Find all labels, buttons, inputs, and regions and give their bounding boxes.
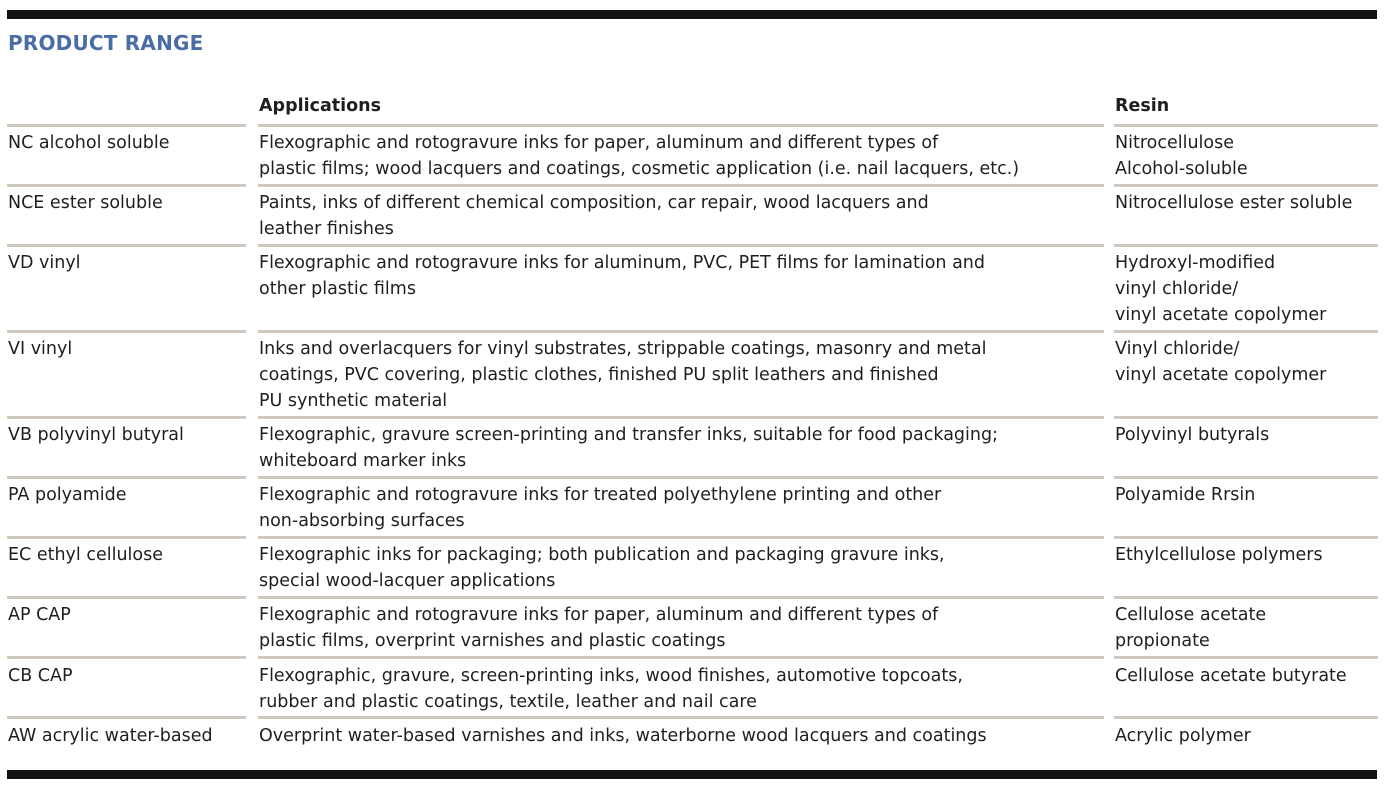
page-title: PRODUCT RANGE xyxy=(8,31,204,55)
applications-cell xyxy=(259,723,987,749)
row-divider xyxy=(7,536,246,539)
applications-line: Overprint water-based varnishes and inks, waterborne wood lacquers and coatings xyxy=(259,726,987,746)
applications-line: Flexographic inks for packaging; both publication and packaging gravure inks, xyxy=(259,545,945,565)
bottom-rule xyxy=(7,770,1377,779)
product-name: CB CAP xyxy=(8,666,73,686)
row-divider xyxy=(1114,716,1378,719)
applications-line: Flexographic and rotogravure inks for aluminum, PVC, PET films for lamination and xyxy=(259,253,985,273)
product-name: VI vinyl xyxy=(8,339,73,359)
row-divider xyxy=(258,330,1104,333)
resin-line: vinyl chloride/ xyxy=(1115,279,1239,299)
applications-line: Paints, inks of different chemical composition, car repair, wood lacquers and xyxy=(259,193,929,213)
row-divider xyxy=(258,476,1104,479)
row-divider xyxy=(1114,596,1378,599)
applications-line: other plastic films xyxy=(259,279,416,299)
resin-cell xyxy=(1115,542,1323,568)
applications-line: Flexographic and rotogravure inks for treated polyethylene printing and other xyxy=(259,485,942,505)
header-resin: Resin xyxy=(1115,96,1170,116)
resin-line: Vinyl chloride/ xyxy=(1115,339,1240,359)
row-divider xyxy=(258,596,1104,599)
resin-line: Hydroxyl-modified xyxy=(1115,253,1276,273)
applications-cell xyxy=(259,542,945,594)
row-divider xyxy=(1114,184,1378,187)
resin-cell xyxy=(1115,602,1266,654)
row-divider xyxy=(7,244,246,247)
resin-cell xyxy=(1115,723,1251,749)
row-divider xyxy=(258,536,1104,539)
applications-cell xyxy=(259,250,985,302)
applications-line: Flexographic, gravure screen-printing and transfer inks, suitable for food packaging; xyxy=(259,425,998,445)
resin-line: Polyvinyl butyrals xyxy=(1115,425,1270,445)
row-divider xyxy=(7,330,246,333)
row-divider xyxy=(1114,476,1378,479)
product-name: VD vinyl xyxy=(8,253,81,273)
row-divider xyxy=(7,716,246,719)
resin-line: propionate xyxy=(1115,631,1210,651)
resin-line: Nitrocellulose xyxy=(1115,133,1234,153)
resin-line: Nitrocellulose ester soluble xyxy=(1115,193,1353,213)
resin-cell xyxy=(1115,190,1352,216)
applications-line: Flexographic and rotogravure inks for paper, aluminum and different types of xyxy=(259,605,939,625)
product-name: AW acrylic water-based xyxy=(8,726,213,746)
row-divider xyxy=(258,716,1104,719)
applications-line: special wood-lacquer applications xyxy=(259,571,556,591)
applications-cell xyxy=(259,422,998,474)
applications-line: Inks and overlacquers for vinyl substrates, strippable coatings, masonry and metal xyxy=(259,339,987,359)
resin-line: Polyamide Rrsin xyxy=(1115,485,1256,505)
resin-cell xyxy=(1115,422,1269,448)
applications-cell xyxy=(259,336,986,414)
applications-cell xyxy=(259,482,941,534)
product-name: EC ethyl cellulose xyxy=(8,545,163,565)
resin-line: Cellulose acetate butyrate xyxy=(1115,666,1347,686)
resin-line: vinyl acetate copolymer xyxy=(1115,305,1327,325)
resin-cell xyxy=(1115,482,1255,508)
applications-line: Flexographic, gravure, screen-printing inks, wood finishes, automotive topcoats, xyxy=(259,666,963,686)
resin-line: vinyl acetate copolymer xyxy=(1115,365,1327,385)
row-divider xyxy=(258,184,1104,187)
row-divider xyxy=(7,416,246,419)
row-divider xyxy=(258,416,1104,419)
row-divider xyxy=(1114,536,1378,539)
applications-cell xyxy=(259,602,938,654)
applications-cell xyxy=(259,663,963,715)
applications-line: Flexographic and rotogravure inks for paper, aluminum and different types of xyxy=(259,133,939,153)
row-divider xyxy=(7,476,246,479)
product-name: NCE ester soluble xyxy=(8,193,163,213)
product-name: NC alcohol soluble xyxy=(8,133,170,153)
product-name: VB polyvinyl butyral xyxy=(8,425,184,445)
resin-cell xyxy=(1115,130,1248,182)
row-divider xyxy=(7,656,246,659)
applications-line: non-absorbing surfaces xyxy=(259,511,465,531)
applications-line: coatings, PVC covering, plastic clothes, finished PU split leathers and finished xyxy=(259,365,939,385)
resin-cell xyxy=(1115,336,1326,388)
resin-line: Cellulose acetate xyxy=(1115,605,1267,625)
row-divider xyxy=(258,124,1104,127)
row-divider xyxy=(7,124,246,127)
applications-cell xyxy=(259,190,929,242)
row-divider xyxy=(1114,244,1378,247)
product-name: AP CAP xyxy=(8,605,71,625)
row-divider xyxy=(258,656,1104,659)
product-name: PA polyamide xyxy=(8,485,127,505)
row-divider xyxy=(1114,330,1378,333)
row-divider xyxy=(7,596,246,599)
row-divider xyxy=(1114,416,1378,419)
applications-line: plastic films, overprint varnishes and plastic coatings xyxy=(259,631,726,651)
row-divider xyxy=(7,184,246,187)
resin-line: Ethylcellulose polymers xyxy=(1115,545,1323,565)
applications-line: PU synthetic material xyxy=(259,391,448,411)
row-divider xyxy=(1114,656,1378,659)
applications-line: whiteboard marker inks xyxy=(259,451,467,471)
applications-line: plastic films; wood lacquers and coatings, cosmetic application (i.e. nail lacquers, etc.) xyxy=(259,159,1020,179)
applications-line: leather finishes xyxy=(259,219,394,239)
resin-cell xyxy=(1115,663,1347,689)
header-applications: Applications xyxy=(259,96,382,116)
top-rule xyxy=(7,10,1377,19)
row-divider xyxy=(1114,124,1378,127)
applications-cell xyxy=(259,130,1019,182)
row-divider xyxy=(258,244,1104,247)
resin-line: Alcohol-soluble xyxy=(1115,159,1248,179)
resin-cell xyxy=(1115,250,1326,328)
resin-line: Acrylic polymer xyxy=(1115,726,1251,746)
applications-line: rubber and plastic coatings, textile, leather and nail care xyxy=(259,692,757,712)
